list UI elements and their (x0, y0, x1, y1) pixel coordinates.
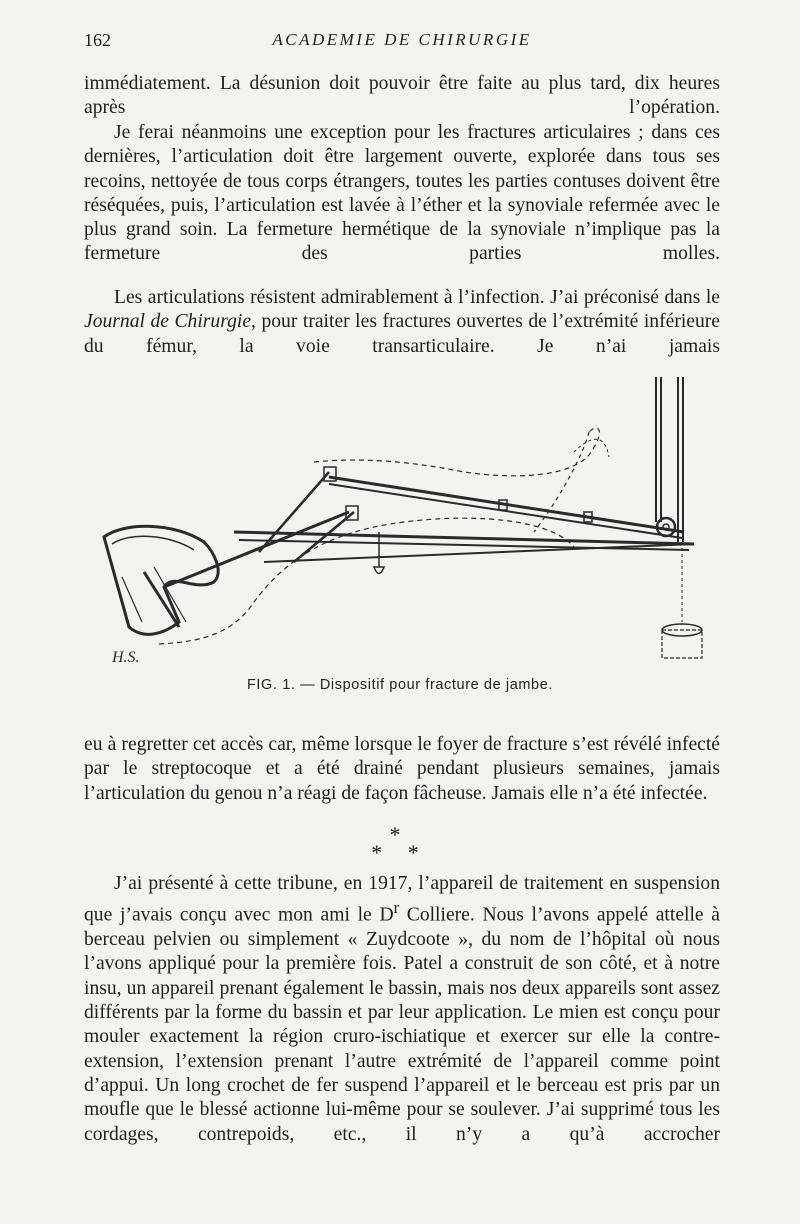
running-title: ACADEMIE DE CHIRURGIE (272, 30, 532, 49)
paragraph-3-text-a: Les articulations résistent admirablement à l’infection. J’ai préconisé dans le (114, 287, 720, 308)
paragraph-5 (84, 872, 720, 1147)
artist-signature: H.S. (112, 649, 140, 662)
page-number: 162 (84, 30, 111, 50)
fracture-device-illustration (84, 372, 720, 662)
asterism-top: * (389, 822, 411, 847)
paragraph-4: eu à regretter cet accès car, même lorsque le foyer de fracture s’est révélé infecté par le streptocoque et a été drainé pendant plusieurs semaines, jamais l’articulation du genou n’a réagi de façon fâcheuse. Jamais elle n’a été infectée. (84, 734, 720, 804)
fracture-device-figure (84, 372, 720, 662)
paragraph-2: Je ferai néanmoins une exception pour les fractures articulaires ; dans ces dernières, l’articulation doit être largement ouverte, explorée dans tous ses recoins, nettoyée de tous corps étrangers, toutes les parties contuses doivent être réséquées, puis, l’articulation est lavée à l’éther et la synoviale refermée avec le plus grand soin. La fermeture hermétique de la synoviale n’implique pas la fermeture des parties molles. (84, 122, 720, 265)
figure-caption: FIG. 1. — Dispositif pour fracture de jambe. (246, 677, 554, 693)
paragraph-3 (84, 286, 720, 359)
page-header (84, 30, 720, 60)
journal-title: Journal de Chirurgie (84, 311, 252, 333)
paragraph-1: immédiatement. La désunion doit pouvoir être faite au plus tard, dix heures après l’opération. (84, 73, 720, 119)
paragraph-3-text-b: , pour traiter les fractures ouvertes de l’extrémité inférieure du fémur, la voie transarticulaire. Je n’ai jamais (84, 311, 721, 357)
asterism-bottom: * * (371, 840, 429, 865)
paragraph-5-text-b: Colliere. Nous l’avons appelé attelle à berceau pelvien ou simplement « Zuydcoote », du nom de l’hôpital où nous l’avons appliqué pour la première fois. Patel a construit de son côté, et à notre insu, un appareil prenant également le bassin, mais nos deux appareils sont assez différents par la forme du bassin et par leur application. Le mien est conçu pour mouler exactement la région cruro-ischiatique et exercer sur elle la contre-extension, l’extension prenant l’autre extrémité de l’appareil comme point d’appui. Un long crochet de fer suspend l’appareil et le berceau est pris par un moufle que le blessé actionne lui-même pour se soulever. J’ai supprimé tous les cordages, contrepoids, etc., il n’y a qu’à accrocher (84, 904, 721, 1145)
asterism (0, 822, 800, 865)
paragraph-5-text-a: J’ai présenté à cette tribune, en 1917, l’appareil de traitement en suspension que j’avais conçu avec mon ami le D (84, 873, 720, 926)
doctor-abbreviation-superscript: r (393, 898, 400, 918)
